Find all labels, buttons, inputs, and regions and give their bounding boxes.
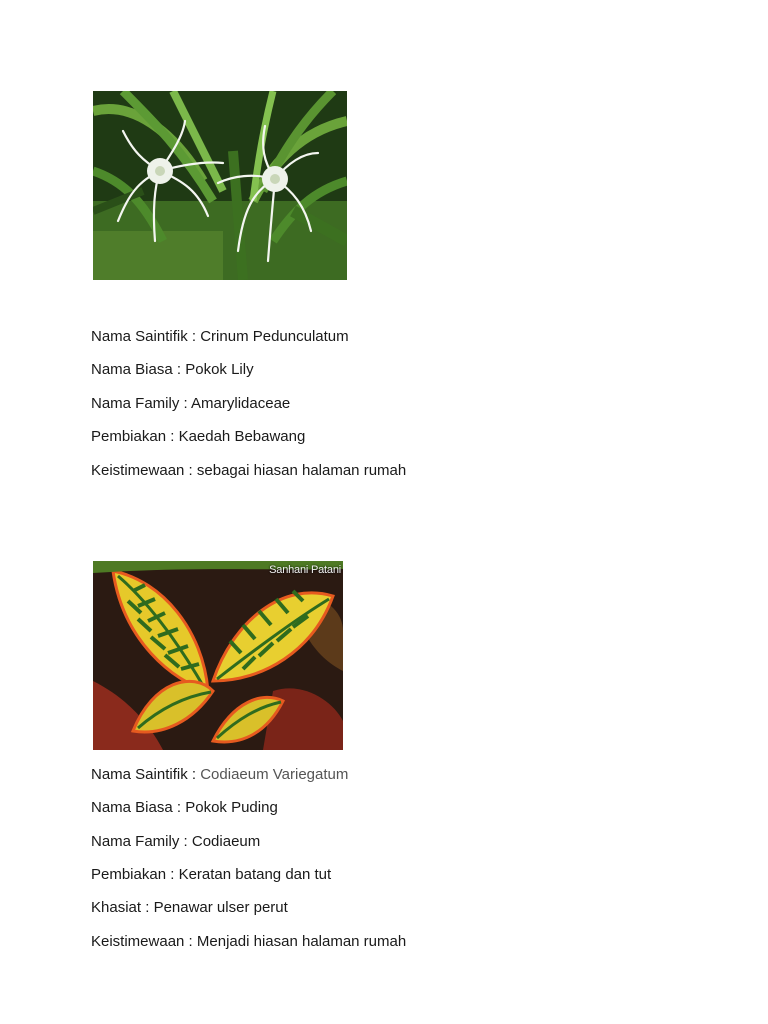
plant-2-scientific-name: Nama Saintifik : Codiaeum Variegatum [91, 766, 349, 783]
plant-1-special-feature: Keistimewaan : sebagai hiasan halaman rumah [91, 462, 407, 479]
plant-1-propagation: Pembiakan : Kaedah Bebawang [91, 428, 306, 445]
plant-1-common-name: Nama Biasa : Pokok Lily [91, 361, 254, 378]
croton-photo [93, 561, 343, 750]
plant-2-benefit: Khasiat : Penawar ulser perut [91, 899, 288, 916]
plant-2-propagation: Pembiakan : Keratan batang dan tut [91, 866, 332, 883]
plant-1-scientific-name: Nama Saintifik : Crinum Pedunculatum [91, 328, 349, 345]
photo-watermark: Sanhani Patani [269, 564, 341, 576]
plant-2-family: Nama Family : Codiaeum [91, 833, 261, 850]
plant-2-special-feature: Keistimewaan : Menjadi hiasan halaman rumah [91, 933, 407, 950]
plant-1-family: Nama Family : Amarylidaceae [91, 395, 291, 412]
plant-2-common-name: Nama Biasa : Pokok Puding [91, 799, 278, 816]
spider-lily-photo [93, 91, 347, 280]
